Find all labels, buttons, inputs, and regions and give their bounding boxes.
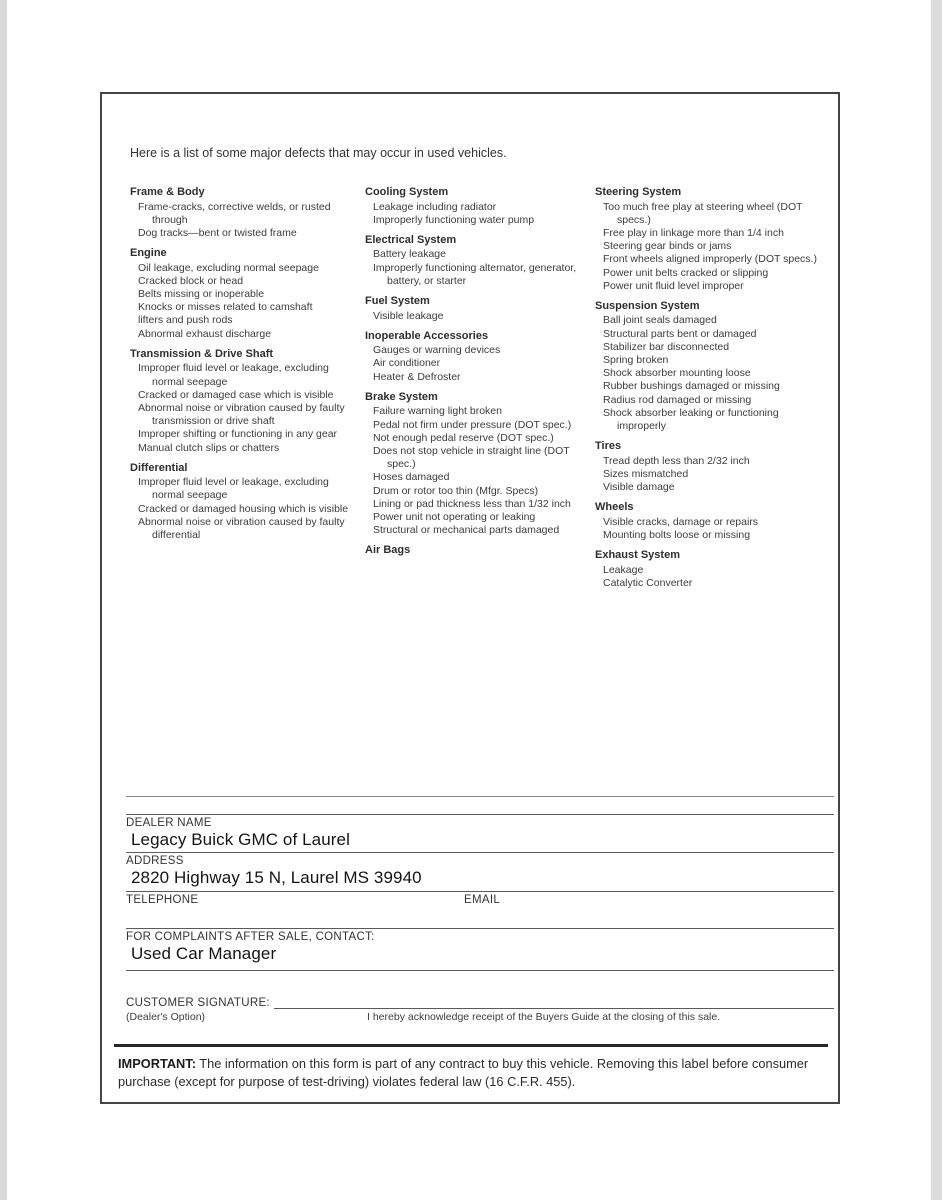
defect-section <box>365 330 587 384</box>
defect-section-title: Cooling System <box>365 186 449 198</box>
defect-item: Pedal not firm under pressure (DOT spec.) <box>373 418 572 431</box>
defect-section <box>595 186 828 293</box>
customer-signature-label: CUSTOMER SIGNATURE: <box>126 997 270 1009</box>
defect-item: Spring broken <box>603 354 669 367</box>
defect-item: Abnormal noise or vibration caused by faulty transmission or drive shaft <box>138 401 345 428</box>
signature-subrow <box>126 1011 834 1023</box>
defect-item: Gauges or warning devices <box>373 344 501 357</box>
separator-rule <box>126 796 834 797</box>
defect-item: Too much free play at steering wheel (DOT specs.) <box>603 200 803 226</box>
address-field <box>126 852 834 891</box>
defect-section-title: Wheels <box>595 501 634 514</box>
defect-section-title: Tires <box>595 440 622 453</box>
defect-section-title: Differential <box>130 461 188 474</box>
defect-item: Steering gear binds or jams <box>603 240 732 253</box>
defect-item: Improperly functioning water pump <box>373 213 535 226</box>
defects-columns <box>130 186 832 597</box>
email-label: EMAIL <box>464 894 501 906</box>
defect-item: Abnormal exhaust discharge <box>138 327 272 340</box>
defect-section-title: Suspension System <box>595 299 700 312</box>
defect-item: Lining or pad thickness less than 1/32 inch <box>373 497 571 510</box>
address-label: ADDRESS <box>126 855 184 867</box>
defect-item: Abnormal noise or vibration caused by faulty differential <box>138 515 345 542</box>
page-edge-right <box>931 0 942 1200</box>
defect-section-title: Air Bags <box>365 544 411 557</box>
defect-section <box>365 234 587 288</box>
defect-item: Leakage including radiator <box>373 200 497 213</box>
defect-section <box>130 462 355 543</box>
defect-item: Cracked block or head <box>138 274 244 287</box>
complaints-contact-value: Used Car Manager <box>131 944 277 963</box>
customer-signature-row <box>126 996 834 1009</box>
defect-item: Belts missing or inoperable <box>138 288 265 301</box>
buyers-guide-form <box>100 92 840 1104</box>
defect-item: Drum or rotor too thin (Mfgr. Specs) <box>373 484 539 497</box>
defect-section <box>130 186 355 240</box>
defect-section-title: Brake System <box>365 390 438 403</box>
separator-rule <box>126 970 834 971</box>
defect-item: Shock absorber leaking or functioning improperly <box>603 406 779 433</box>
dealer-info-section <box>126 796 834 1023</box>
defect-item: lifters and push rods <box>138 314 233 327</box>
dealers-option-note: (Dealer's Option) <box>126 1011 206 1023</box>
address-value: 2820 Highway 15 N, Laurel MS 39940 <box>131 868 422 887</box>
defect-item: Dog tracks—bent or twisted frame <box>138 226 297 239</box>
defect-item: Front wheels aligned improperly (DOT specs.) <box>603 253 817 266</box>
dealer-name-label: DEALER NAME <box>126 817 212 829</box>
defect-item: Structural parts bent or damaged <box>603 327 757 340</box>
defect-item: Power unit not operating or leaking <box>373 510 536 523</box>
defect-item: Visible cracks, damage or repairs <box>603 515 759 528</box>
defect-section-title: Transmission & Drive Shaft <box>130 347 274 360</box>
defect-item: Stabilizer bar disconnected <box>603 340 730 353</box>
defect-section-title: Exhaust System <box>595 549 680 562</box>
defect-item: Oil leakage, excluding normal seepage <box>138 261 319 274</box>
defect-item: Ball joint seals damaged <box>603 314 717 327</box>
complaints-label: FOR COMPLAINTS AFTER SALE, CONTACT: <box>126 931 375 943</box>
defect-item: Battery leakage <box>373 248 446 261</box>
defect-item: Visible leakage <box>373 309 444 322</box>
defects-column <box>130 186 365 597</box>
defects-column <box>365 186 595 597</box>
defect-item: Knocks or misses related to camshaft <box>138 301 313 314</box>
defect-section-title: Fuel System <box>365 295 430 308</box>
defect-section-title: Inoperable Accessories <box>365 329 489 342</box>
defect-section <box>365 186 587 227</box>
defect-section <box>595 501 828 542</box>
important-notice <box>114 1044 828 1091</box>
defect-item: Improperly functioning alternator, generator, battery, or starter <box>373 261 577 287</box>
page-edge-left <box>0 0 7 1200</box>
defect-item: Rubber bushings damaged or missing <box>603 380 780 393</box>
defect-item: Does not stop vehicle in straight line (DOT spec.) <box>373 444 570 471</box>
defect-section <box>130 247 355 341</box>
defect-section-title: Engine <box>130 247 167 260</box>
defect-item: Tread depth less than 2/32 inch <box>603 454 750 467</box>
defects-intro: Here is a list of some major defects that may occur in used vehicles. <box>130 146 507 160</box>
defect-item: Improper shifting or functioning in any gear <box>138 428 338 441</box>
defect-item: Hoses damaged <box>373 471 450 484</box>
defect-item: Air conditioner <box>373 357 441 370</box>
defect-item: Failure warning light broken <box>373 405 502 418</box>
defect-item: Power unit fluid level improper <box>603 279 744 292</box>
defect-item: Sizes mismatched <box>603 467 689 480</box>
defect-section <box>595 549 828 590</box>
defect-item: Manual clutch slips or chatters <box>138 441 280 454</box>
dealer-name-field <box>126 814 834 852</box>
defect-item: Power unit belts cracked or slipping <box>603 266 769 279</box>
defect-section-title: Electrical System <box>365 233 457 246</box>
defect-section <box>365 544 587 558</box>
defect-item: Cracked or damaged case which is visible <box>138 388 334 401</box>
defect-item: Frame-cracks, corrective welds, or rusted through <box>138 200 331 226</box>
telephone-email-row <box>126 891 834 928</box>
defect-item: Radius rod damaged or missing <box>603 393 752 406</box>
signature-line <box>274 996 834 1009</box>
defects-column <box>595 186 832 597</box>
defect-item: Heater & Defroster <box>373 370 461 383</box>
important-text: The information on this form is part of any contract to buy this vehicle. Removing this label before consumer purchase (except for purpose of test-driving) violates federal law (16 C.F.R. 455). <box>118 1056 809 1089</box>
dealer-name-value: Legacy Buick GMC of Laurel <box>131 830 350 849</box>
acknowledgment-text: I hereby acknowledge receipt of the Buyers Guide at the closing of this sale. <box>367 1011 721 1023</box>
defect-item: Improper fluid level or leakage, excluding normal seepage <box>138 362 329 388</box>
defect-item: Leakage <box>603 563 644 576</box>
defect-item: Mounting bolts loose or missing <box>603 529 751 542</box>
defect-section <box>365 391 587 538</box>
defect-section <box>365 295 587 323</box>
defect-item: Cracked or damaged housing which is visible <box>138 502 349 515</box>
defect-section <box>595 300 828 433</box>
defect-section <box>595 440 828 494</box>
defect-section-title: Steering System <box>595 186 682 198</box>
defect-section <box>130 348 355 455</box>
defect-item: Improper fluid level or leakage, excluding normal seepage <box>138 476 329 502</box>
defect-item: Visible damage <box>603 481 675 494</box>
complaints-field <box>126 928 834 970</box>
defect-item: Not enough pedal reserve (DOT spec.) <box>373 431 554 444</box>
defect-item: Shock absorber mounting loose <box>603 367 751 380</box>
defect-item: Catalytic Converter <box>603 576 693 589</box>
important-label: IMPORTANT: <box>118 1056 196 1071</box>
telephone-label: TELEPHONE <box>126 894 199 906</box>
defect-item: Free play in linkage more than 1/4 inch <box>603 226 784 239</box>
defect-item: Structural or mechanical parts damaged <box>373 524 560 537</box>
defect-section-title: Frame & Body <box>130 186 205 198</box>
